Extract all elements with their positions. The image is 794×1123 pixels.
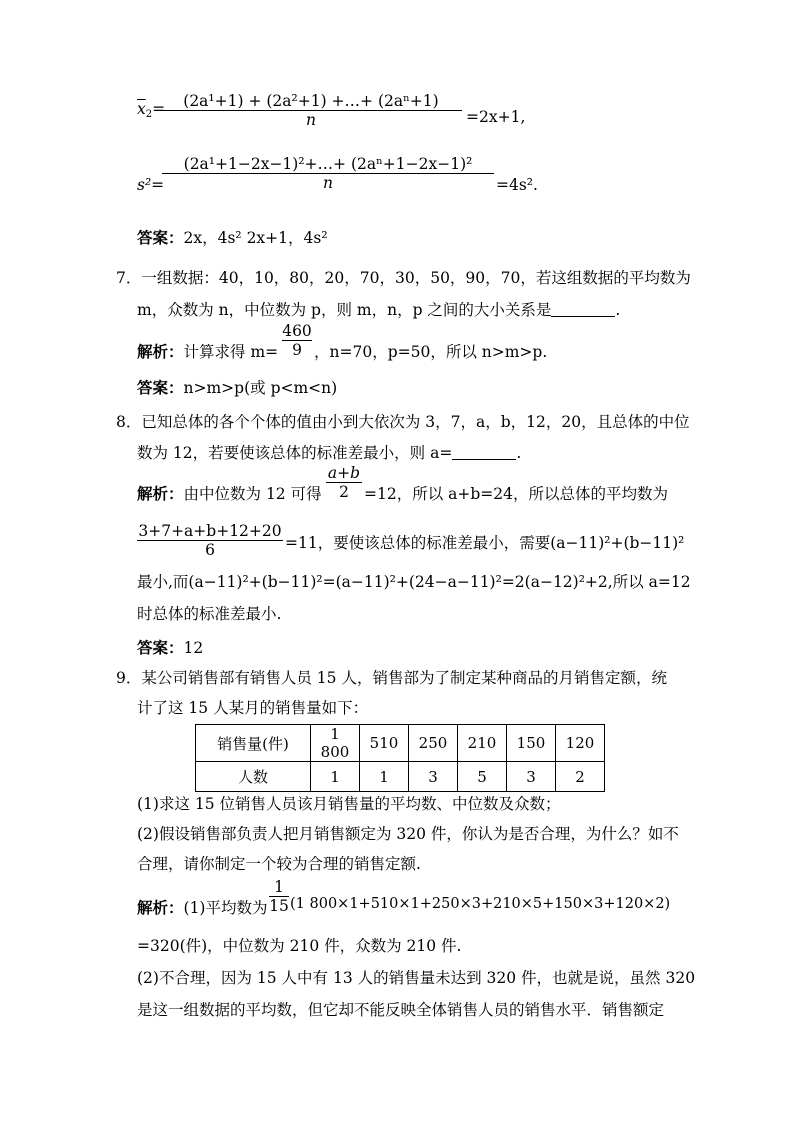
q8-answer xyxy=(137,636,203,658)
q8-mean-numerator: 3+7+a+b+12+20 xyxy=(138,522,282,540)
q7-line2-text: m，众数为 n，中位数为 p，则 m，n，p 之间的大小关系是 xyxy=(137,301,552,319)
s2-denominator: n xyxy=(323,174,333,192)
q8-solution-line2-post: =11，要使该总体的标准差最小，需要(a−11)²+(b−11)² xyxy=(285,534,685,552)
q8-solution-line3: 最小,而(a−11)²+(b−11)²=(a−11)²+(24−a−11)²=2(a−12)²+2,所以 a=12 xyxy=(137,573,691,591)
q9-denominator: 15 xyxy=(269,897,289,915)
answer-blank xyxy=(551,302,615,317)
equals-sign: = xyxy=(152,100,166,118)
s2-fraction xyxy=(162,155,494,192)
q9-solution-line2: =320(件)，中位数为 210 件，众数为 210 件. xyxy=(137,937,462,955)
q8-solution-line1-pre xyxy=(137,482,322,504)
table-cell: 2 xyxy=(556,762,605,792)
q8-line2-text: 数为 12，若要使该总体的标准差最小，则 a= xyxy=(137,444,453,462)
q9-line2: 计了这 15 人某月的销售量如下： xyxy=(137,699,369,717)
q9-part2-line2: 合理，请你制定一个较为合理的销售定额. xyxy=(137,855,421,873)
period: . xyxy=(516,444,522,462)
table-cell: 1 xyxy=(311,762,360,792)
s2-numerator: (2a¹+1−2x−1)²+…+ (2aⁿ+1−2x−1)² xyxy=(183,155,473,173)
q9-solution-line3: (2)不合理，因为 15 人中有 13 人的销售量未达到 320 件，也就是说，虽然 320 xyxy=(137,969,696,987)
answer-label: 答案： xyxy=(137,638,184,657)
q8-solution-pre: 由中位数为 12 可得 xyxy=(183,485,322,503)
period: . xyxy=(615,301,621,319)
q9-part1: (1)求这 15 位销售人员该月销售量的平均数、中位数及众数； xyxy=(137,795,561,813)
s2-lhs: s²= xyxy=(137,176,165,194)
q8-line2 xyxy=(137,441,521,463)
table-cell: 510 xyxy=(360,725,409,762)
q8-solution-line1-post: =12，所以 a+b=24，所以总体的平均数为 xyxy=(364,485,668,503)
answer-text: 2x，4s² 2x+1，4s² xyxy=(183,229,328,247)
answer-text: 12 xyxy=(183,639,204,657)
x2-numerator: (2a¹+1) + (2a²+1) +…+ (2aⁿ+1) xyxy=(183,92,439,110)
q7-numerator: 460 xyxy=(282,322,312,340)
table-cell: 3 xyxy=(409,762,458,792)
answer-label: 答案： xyxy=(137,228,184,247)
top-answer xyxy=(137,226,328,248)
table-cell: 150 xyxy=(507,725,556,762)
x2-denominator: n xyxy=(306,111,316,129)
table-cell: 1 800 xyxy=(311,725,360,762)
q8-numerator: a+b xyxy=(327,464,361,482)
answer-text: n>m>p(或 p<m<n) xyxy=(183,379,338,397)
table-cell: 1 xyxy=(360,762,409,792)
table-cell: 5 xyxy=(458,762,507,792)
q7-solution xyxy=(137,340,278,362)
q7-line1: 7．一组数据：40，10，80，20，70，30，50，90，70，若这组数据的平均数为 xyxy=(116,269,691,287)
q9-solution-post: (1 800×1+510×1+250×3+210×5+150×3+120×2) xyxy=(290,896,671,912)
q9-line1: 9．某公司销售部有销售人员 15 人，销售部为了制定某种商品的月销售定额，统 xyxy=(116,669,667,687)
table-cell: 250 xyxy=(409,725,458,762)
q8-line1: 8．已知总体的各个个体的值由小到大依次为 3，7，a，b，12，20，且总体的中位 xyxy=(116,413,690,431)
q9-fraction xyxy=(269,878,289,915)
x-bar: $\overline{x}$ xyxy=(137,100,146,118)
q7-denominator: 9 xyxy=(292,341,302,359)
table-row-header: 销售量(件) xyxy=(196,725,311,762)
q9-part2-line1: (2)假设销售部负责人把月销售额定为 320 件，你认为是否合理，为什么？如不 xyxy=(137,825,679,843)
q9-solution-pre xyxy=(137,896,267,918)
q7-solution-pre: 计算求得 m= xyxy=(183,343,279,361)
q9-numerator: 1 xyxy=(274,878,284,896)
q7-fraction xyxy=(282,322,312,359)
table-row-header: 人数 xyxy=(196,762,311,792)
table-cell: 210 xyxy=(458,725,507,762)
s2-rhs: =4s². xyxy=(496,176,538,194)
sales-table xyxy=(195,724,605,792)
table-cell: 120 xyxy=(556,725,605,762)
solution-label: 解析： xyxy=(137,898,184,917)
q8-mean-fraction xyxy=(137,522,283,559)
x2-rhs: =2x+1, xyxy=(466,108,526,126)
x2-subscript: 2 xyxy=(145,109,153,120)
q7-answer xyxy=(137,376,337,398)
q8-mean-denominator: 6 xyxy=(205,541,215,559)
x2-fraction xyxy=(160,92,462,129)
q8-denominator: 2 xyxy=(339,483,349,501)
q9-solution-line4: 是这一组数据的平均数，但它却不能反映全体销售人员的销售水平．销售额定 xyxy=(137,1001,665,1019)
q8-solution-line4: 时总体的标准差最小. xyxy=(137,605,282,623)
answer-label: 答案： xyxy=(137,378,184,397)
table-row xyxy=(196,762,605,792)
table-cell: 3 xyxy=(507,762,556,792)
solution-label: 解析： xyxy=(137,484,184,503)
solution-label: 解析： xyxy=(137,342,184,361)
q7-line2 xyxy=(137,298,620,320)
q7-solution-post: ，n=70，p=50，所以 n>m>p. xyxy=(314,343,548,361)
answer-blank xyxy=(452,445,516,460)
q8-fraction xyxy=(326,464,362,501)
q9-solution-pre-text: (1)平均数为 xyxy=(183,899,268,917)
table-row xyxy=(196,725,605,762)
